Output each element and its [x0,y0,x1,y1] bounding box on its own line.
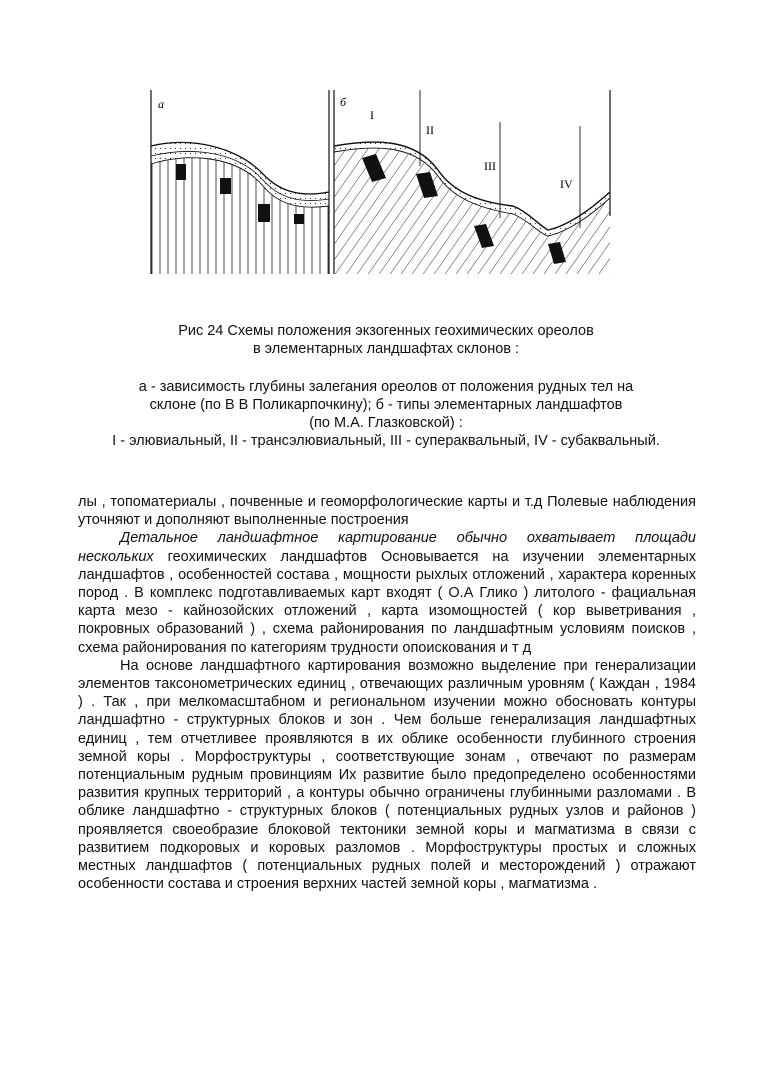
label-b: б [340,95,347,109]
paragraph-2-italic: Детальное ландшафтное картирование обычно охватывает площади нескольких [78,530,696,565]
zone-label-3: III [484,159,496,173]
figure-slope-schemes [148,86,626,282]
caption-desc-line-4: I - элювиальный, II - трансэлювиальный, III - супераквальный, IV - субаквальный. [112,433,660,449]
figure-caption-description [40,378,732,450]
body-text [78,493,696,893]
caption-desc-line-3: (по М.А. Глазковской) : [309,415,463,431]
figure-caption-title [40,322,732,358]
caption-desc-line-1: а - зависимость глубины залегания ореолов от положения рудных тел на [138,379,634,395]
paragraph-2 [78,529,696,656]
paragraph-2-rest: геохимических ландшафтов Основывается на изучении элементарных ландшафтов , особенностей состава , мощности рыхлых отложений , характера коренных пород . В комплекс подготавливаемых карт входят ( О.А Глико ) литолого - фациальная карта мезо - кайнозойских отложений , карта изомощностей ( кор выветривания , покровных образований ) , схема районирования по ландшафтным условиям поисков , схема районирования по категориям трудности опоискования и т д [78,548,696,656]
paragraph-1: лы , топоматериалы , почвенные и геоморфологические карты и т.д Полевые наблюдения уточняют и дополняют выполненные построения [78,494,696,529]
caption-title-line-1: Рис 24 Схемы положения экзогенных геохимических ореолов [178,323,594,339]
paragraph-3: На основе ландшафтного картирования возможно выделение при генерализации элементов таксонометрических единиц , отвечающих различным уровням ( Каждан , 1984 ) . Так , при мелкомасштабном и региональном изучении можно обосновать контуры ландшафтно - структурных блоков и зон . Чем больше генерализация ландшафтных единиц , тем отчетливее проявляются в их облике особенности глубинного строения земной коры . Морфоструктуры , соответствующие зонам , отвечают по размерам потенциальным рудным провинциям Их развитие было предопределено особенностями развития крупных территорий , а контуры обычно ограничены глубинными разломами . В облике ландшафтно - структурных блоков ( потенциальных рудных узлов и районов ) проявляется своеобразие блоковой тектоники земной коры и магматизма в связи с развитием подкоровых и коровых разломов . Морфоструктуры простых и сложных местных ландшафтов ( потенциальных рудных полей и месторождений ) отражают особенности состава и строения верхних частей земной коры , магматизма . [78,657,696,893]
panel-a [151,90,329,274]
caption-title-line-2: в элементарных ландшафтах склонов : [252,341,520,357]
panel-b [334,90,610,274]
zone-label-2: II [426,123,434,137]
label-a: а [158,97,164,111]
caption-desc-line-2: склоне (по В В Поликарпочкину); б - типы элементарных ландшафтов [149,397,623,413]
zone-label-1: I [370,108,374,122]
zone-label-4: IV [560,177,573,191]
